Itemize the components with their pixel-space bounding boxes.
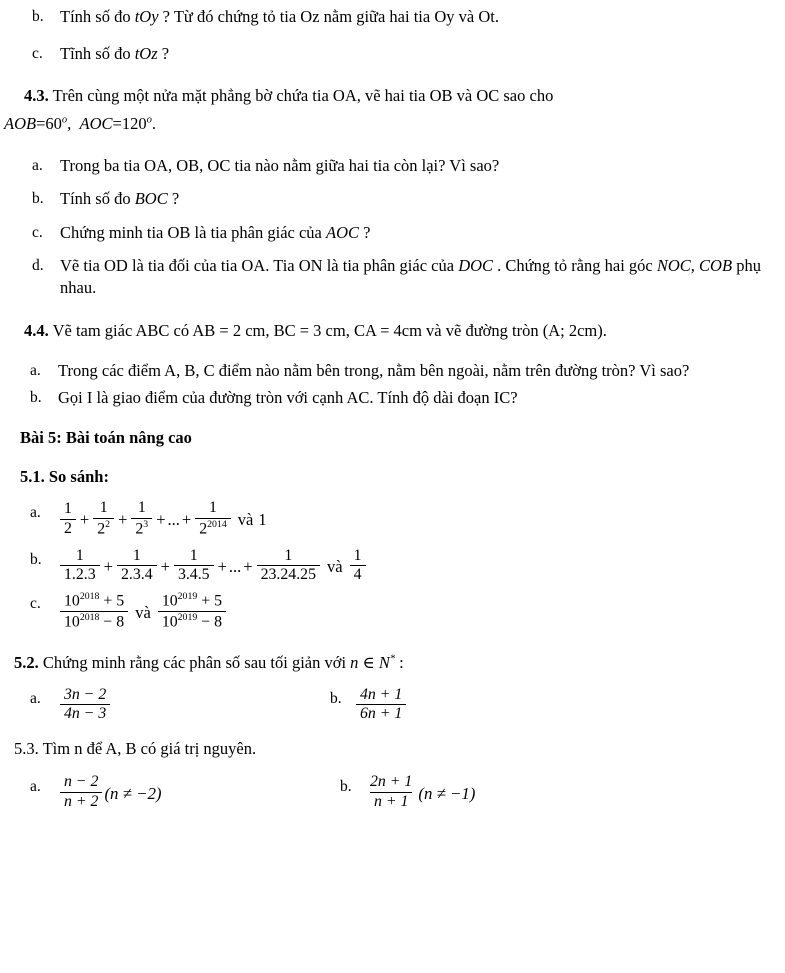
numerator: 1 bbox=[137, 499, 146, 517]
list-item bbox=[30, 387, 785, 408]
column-b bbox=[330, 773, 785, 812]
section-5-2-items-row bbox=[0, 685, 785, 724]
denominator: 2.3.4 bbox=[117, 565, 157, 584]
numerator bbox=[158, 592, 226, 611]
list-item bbox=[30, 546, 785, 585]
list-item bbox=[32, 188, 785, 209]
math-expression-5-1-b bbox=[58, 546, 785, 585]
denominator: 1.2.3 bbox=[60, 565, 100, 584]
section-number: 5.2. bbox=[14, 653, 39, 673]
fraction bbox=[93, 500, 114, 538]
plus-operator: + bbox=[156, 510, 166, 530]
list-item-text: Trong các điểm A, B, C điểm nào nằm bên trong, nằm bên ngoài, nằm trên đường tròn? Vì sao? bbox=[58, 360, 690, 380]
denominator bbox=[158, 611, 226, 631]
condition: (n ≠ −1) bbox=[418, 783, 476, 803]
denominator bbox=[195, 518, 231, 538]
text-end: phụ nhau. bbox=[60, 256, 761, 297]
column-b bbox=[330, 685, 785, 724]
compare-fraction bbox=[350, 548, 366, 584]
text-after: . Chứng tỏ rằng hai góc bbox=[497, 256, 653, 276]
fraction-last bbox=[257, 548, 320, 584]
period: . bbox=[151, 113, 157, 133]
compare-word: và bbox=[237, 510, 254, 530]
numerator: 1 bbox=[189, 546, 198, 564]
numerator: 3n − 2 bbox=[64, 685, 107, 703]
text-after: ? bbox=[363, 222, 371, 242]
denominator: n + 1 bbox=[370, 792, 412, 811]
denominator: 4n − 3 bbox=[60, 704, 110, 723]
text-before: Chứng minh tia OB là tia phân giác của bbox=[60, 222, 322, 242]
math-angles-noc-cob: NOC, COB bbox=[656, 256, 733, 276]
numerator bbox=[60, 592, 128, 611]
column-a bbox=[0, 685, 330, 724]
list-marker: a. bbox=[32, 156, 43, 174]
fraction-5-2-a bbox=[60, 687, 110, 723]
list-marker: b. bbox=[32, 8, 44, 25]
numerator: 2n + 1 bbox=[370, 773, 413, 791]
denominator: 3.4.5 bbox=[174, 565, 214, 584]
denominator-operand: − 8 bbox=[201, 613, 223, 631]
denominator-exponent: 3 bbox=[143, 518, 149, 530]
compare-value: 1 bbox=[258, 510, 267, 530]
math-set-membership: n ∈ N bbox=[350, 653, 390, 673]
section-4-3-formula bbox=[4, 113, 785, 135]
list-marker: b. bbox=[340, 777, 352, 795]
text-before: Tĩnh số đo bbox=[60, 44, 131, 64]
section-text-before: Chứng minh rằng các phân số sau tối giản với bbox=[42, 653, 347, 673]
math-expression-5-3-a bbox=[58, 773, 330, 812]
denominator-base: 2 bbox=[199, 520, 208, 538]
list-item bbox=[30, 360, 785, 381]
fraction bbox=[60, 548, 100, 584]
list-item bbox=[32, 43, 785, 64]
fraction bbox=[60, 501, 76, 537]
plus-operator: + bbox=[79, 510, 90, 530]
list-item bbox=[32, 6, 785, 27]
math-angle: BOC bbox=[134, 189, 168, 209]
numerator: 4n + 1 bbox=[360, 685, 403, 703]
denominator: n + 2 bbox=[60, 792, 102, 811]
list-marker: c. bbox=[32, 45, 43, 63]
text-after: ? Từ đó chứng tỏ tia Oz nằm giữa hai tia Oy và Ot. bbox=[162, 7, 499, 26]
compare-word: và bbox=[327, 557, 343, 577]
list-item-text: Trong ba tia OA, OB, OC tia nào nằm giữa hai tia còn lại? Vì sao? bbox=[60, 155, 500, 175]
compare-word: và bbox=[135, 602, 151, 622]
list-marker: d. bbox=[32, 257, 44, 275]
section-5-3-heading: 5.3. Tìm n để A, B có giá trị nguyên. bbox=[14, 739, 257, 759]
value-1: 60 bbox=[45, 113, 62, 133]
left-fraction bbox=[60, 592, 128, 631]
math-star: * bbox=[389, 653, 395, 665]
fraction-5-2-b bbox=[356, 687, 406, 723]
plus-operator: + bbox=[181, 510, 192, 530]
plus-operator: + bbox=[103, 557, 113, 577]
numerator: 1 bbox=[75, 546, 84, 564]
list-marker: c. bbox=[32, 223, 43, 241]
section-5-1-heading: 5.1. So sánh: bbox=[20, 467, 109, 487]
text-after: ? bbox=[171, 189, 180, 209]
list-item bbox=[340, 773, 785, 812]
denominator-exponent: 2 bbox=[105, 518, 111, 530]
plus-operator: + bbox=[243, 557, 253, 577]
list-item bbox=[32, 222, 785, 243]
denominator-operand: − 8 bbox=[103, 613, 125, 631]
numerator-operand: + 5 bbox=[201, 592, 223, 610]
plus-operator: + bbox=[217, 557, 227, 577]
list-marker: b. bbox=[30, 389, 42, 407]
numerator-base: 10 bbox=[161, 592, 178, 610]
list-marker: a. bbox=[30, 777, 41, 795]
math-angle: tOz bbox=[134, 44, 158, 64]
math-expression-5-3-b bbox=[364, 773, 785, 812]
math-expression-5-1-a bbox=[58, 499, 785, 540]
fraction bbox=[366, 774, 416, 810]
list-item-text bbox=[60, 6, 785, 27]
math-n-in-nstar bbox=[350, 653, 395, 672]
list-item bbox=[32, 155, 785, 176]
list-item bbox=[330, 685, 785, 724]
math-angle: AOC bbox=[326, 222, 360, 242]
numerator: 1 bbox=[64, 499, 72, 517]
fraction bbox=[131, 500, 152, 538]
angle-aoc: AOC bbox=[79, 113, 113, 133]
numerator: n − 2 bbox=[64, 773, 99, 791]
denominator: 4 bbox=[350, 565, 366, 584]
list-marker: a. bbox=[30, 689, 41, 707]
denominator bbox=[60, 611, 128, 631]
numerator: 1 bbox=[132, 546, 141, 564]
comma: , bbox=[67, 113, 72, 133]
degree-2: o bbox=[146, 114, 152, 126]
list-item bbox=[30, 593, 785, 632]
ellipsis: ... bbox=[228, 557, 242, 577]
section-number: 4.4. bbox=[24, 321, 49, 341]
denominator bbox=[93, 518, 114, 538]
list-item-text bbox=[60, 255, 785, 298]
fraction-last bbox=[195, 500, 231, 538]
numerator-exponent: 2018 bbox=[79, 591, 100, 603]
list-marker: b. bbox=[32, 190, 44, 208]
fraction bbox=[60, 774, 102, 810]
text-before: Tính số đo bbox=[60, 7, 131, 26]
math-angle-doc: DOC bbox=[458, 256, 494, 276]
numerator: 1 bbox=[284, 546, 293, 564]
section-text: Trên cùng một nửa mặt phẳng bờ chứa tia OA, vẽ hai tia OB và OC sao cho bbox=[52, 85, 554, 105]
denominator: 6n + 1 bbox=[356, 704, 406, 723]
equals-1: = bbox=[36, 113, 46, 133]
list-marker: c. bbox=[30, 595, 41, 613]
numerator: 1 bbox=[99, 499, 108, 517]
ellipsis: ... bbox=[167, 510, 180, 530]
denominator-base: 2 bbox=[64, 519, 72, 537]
denominator-base: 2 bbox=[97, 520, 106, 538]
list-item bbox=[30, 773, 330, 812]
degree-1: o bbox=[61, 114, 68, 126]
section-4-4-paragraph bbox=[6, 320, 785, 342]
denominator-exponent: 2018 bbox=[79, 611, 100, 623]
list-item-text bbox=[60, 43, 785, 64]
section-5-3-items-row bbox=[0, 773, 785, 812]
denominator bbox=[60, 519, 76, 538]
denominator-exponent: 2019 bbox=[177, 611, 198, 623]
value-2: 120 bbox=[121, 113, 147, 133]
denominator-base: 10 bbox=[161, 613, 178, 631]
list-item bbox=[30, 499, 785, 540]
list-marker: b. bbox=[330, 689, 342, 707]
list-item-text: Gọi I là giao điểm của đường tròn với cạnh AC. Tính độ dài đoạn IC? bbox=[58, 388, 518, 408]
denominator-exponent: 2014 bbox=[207, 518, 227, 530]
plus-operator: + bbox=[118, 510, 128, 530]
text-before: Vẽ tia OD là tia đối của tia OA. Tia ON là tia phân giác của bbox=[60, 256, 455, 276]
list-item bbox=[32, 255, 785, 298]
denominator-base: 10 bbox=[64, 613, 80, 631]
denominator bbox=[131, 518, 152, 538]
math-angle: tOy bbox=[134, 7, 159, 26]
denominator: 23.24.25 bbox=[257, 565, 320, 584]
numerator-exponent: 2019 bbox=[177, 591, 198, 603]
condition: (n ≠ −2) bbox=[104, 783, 162, 803]
section-4-3-paragraph bbox=[6, 85, 785, 107]
section-5-2-paragraph bbox=[14, 652, 785, 674]
fraction bbox=[174, 548, 214, 584]
list-item-text bbox=[60, 188, 785, 209]
numerator: 1 bbox=[209, 499, 217, 517]
numerator-base: 10 bbox=[64, 592, 80, 610]
text-before: Tính số đo bbox=[60, 189, 131, 209]
section-text: Vẽ tam giác ABC có AB = 2 cm, BC = 3 cm, CA = 4cm và vẽ đường tròn (A; 2cm). bbox=[52, 321, 607, 341]
denominator-base: 2 bbox=[135, 520, 144, 538]
list-marker: a. bbox=[30, 503, 41, 521]
right-fraction bbox=[158, 592, 226, 631]
list-item-text bbox=[60, 222, 785, 243]
angle-aob: AOB bbox=[4, 113, 37, 133]
list-marker: a. bbox=[30, 361, 41, 379]
section-text-after: : bbox=[399, 653, 404, 673]
list-item bbox=[30, 685, 330, 724]
text-after: ? bbox=[161, 44, 170, 64]
list-marker: b. bbox=[30, 551, 42, 569]
numerator-operand: + 5 bbox=[103, 592, 125, 610]
column-a bbox=[0, 773, 330, 812]
numerator: 1 bbox=[353, 546, 362, 564]
math-expression-5-1-c bbox=[58, 593, 785, 632]
bai-5-heading: Bài 5: Bài toán nâng cao bbox=[20, 427, 192, 447]
equals-2: = bbox=[112, 113, 122, 133]
fraction bbox=[117, 548, 157, 584]
plus-operator: + bbox=[160, 557, 170, 577]
section-number: 4.3. bbox=[24, 85, 49, 105]
